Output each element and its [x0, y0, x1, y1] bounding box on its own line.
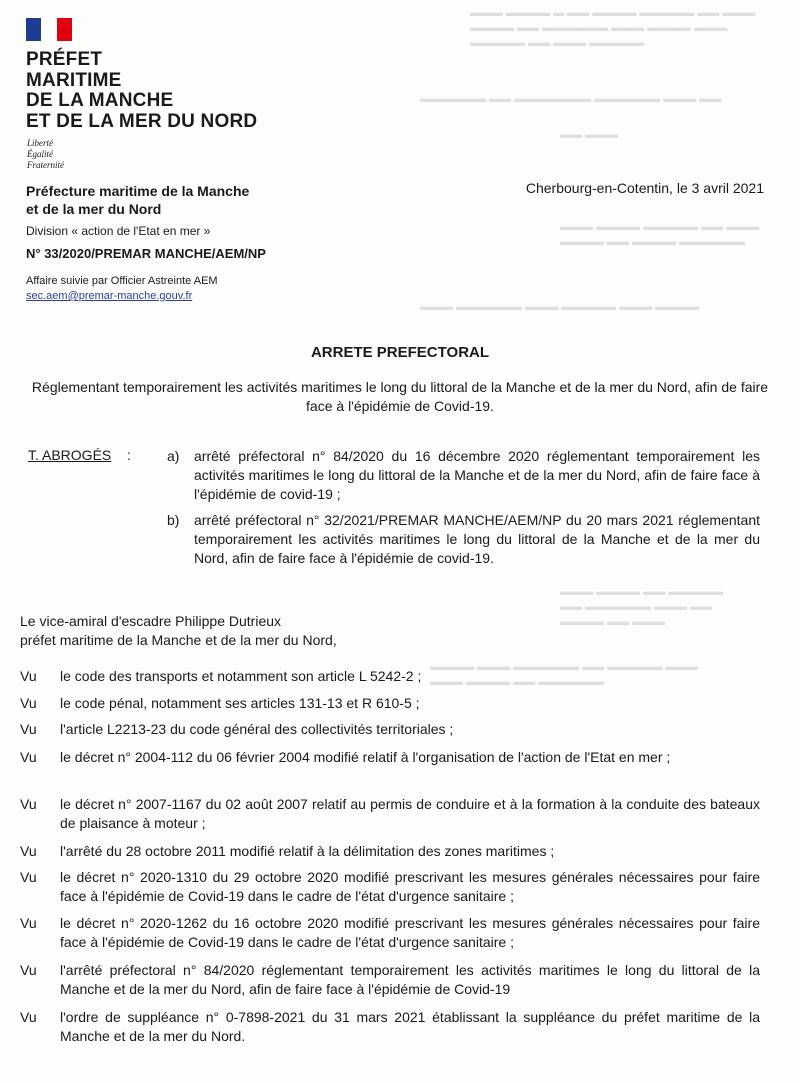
- abroges-item: [167, 447, 760, 504]
- flag-blue-band: [26, 18, 41, 41]
- abroges-colon: :: [127, 447, 131, 463]
- vu-label: Vu: [20, 869, 37, 885]
- document-subtitle: Réglementant temporairement les activités maritimes le long du littoral de la Manche et de la mer du Nord, afin de faire face à l'épidémie de Covid-19.: [31, 379, 769, 414]
- flag-white-band: [41, 18, 56, 41]
- vu-clause: [20, 914, 760, 952]
- vu-label: Vu: [20, 915, 37, 931]
- vu-label: Vu: [20, 695, 37, 711]
- prefecture-name: Préfecture maritime de la Manche et de la mer du Nord: [26, 183, 250, 217]
- signer-block: [20, 612, 337, 650]
- document-title: ARRETE PREFECTORAL: [310, 344, 490, 361]
- vu-text: le code des transports et notamment son article L 5242-2 ;: [60, 668, 422, 684]
- signer-name: Le vice-amiral d'escadre Philippe Dutrieux: [20, 613, 282, 629]
- vu-text: le décret n° 2020-1310 du 29 octobre 2020 modifié prescrivant les mesures générales nécessaires pour faire face à l'épidémie de Covid-19 dans le cadre de l'état d'urgence sanitaire ;: [60, 869, 760, 904]
- followed-by: Affaire suivie par Officier Astreinte AEM: [26, 275, 218, 287]
- vu-clause: [20, 961, 760, 999]
- abroges-item-text: arrêté préfectoral n° 32/2021/PREMAR MANCHE/AEM/NP du 20 mars 2021 réglementant temporairement les activités maritimes le long du littoral de la Manche et de la mer du Nord, afin de faire face à l'épidémie de covid-19.: [194, 512, 760, 566]
- vu-text: le décret n° 2004-112 du 06 février 2004 modifié relatif à l'organisation de l'action de l'Etat en mer ;: [60, 749, 671, 765]
- vu-text: le décret n° 2007-1167 du 02 août 2007 relatif au permis de conduire et à la formation à la conduite des bateaux de plaisance à moteur ;: [60, 796, 760, 831]
- place-and-date: Cherbourg-en-Cotentin, le 3 avril 2021: [525, 180, 764, 196]
- vu-label: Vu: [20, 668, 37, 684]
- vu-text: le décret n° 2020-1262 du 16 octobre 2020 modifié prescrivant les mesures générales nécessaires pour faire face à l'épidémie de Covid-19 dans le cadre de l'état d'urgence sanitaire ;: [60, 915, 760, 950]
- vu-label: Vu: [20, 843, 37, 859]
- issuing-authority-name: PRÉFET MARITIME DE LA MANCHE ET DE LA MER DU NORD: [26, 49, 258, 132]
- vu-clause: [20, 694, 760, 713]
- vu-clause: [20, 748, 760, 767]
- vu-label: Vu: [20, 749, 37, 765]
- abroges-item: [167, 511, 760, 568]
- vu-text: l'arrêté préfectoral n° 84/2020 réglementant temporairement les activités maritimes le long du littoral de la Manche et de la mer du Nord, afin de faire face à l'épidémie de Covid-19: [60, 962, 760, 997]
- vu-clause: [20, 1008, 760, 1046]
- division-name: Division « action de l'Etat en mer »: [26, 224, 211, 238]
- vu-clause: [20, 795, 760, 833]
- vu-clause: [20, 868, 760, 906]
- vu-text: le code pénal, notamment ses articles 131-13 et R 610-5 ;: [60, 695, 420, 711]
- signer-title: préfet maritime de la Manche et de la mer du Nord,: [20, 632, 337, 648]
- republic-motto: Liberté Égalité Fraternité: [27, 138, 64, 170]
- contact-email-link[interactable]: sec.aem@premar-manche.gouv.fr: [26, 290, 193, 302]
- vu-label: Vu: [20, 796, 37, 812]
- vu-text: l'arrêté du 28 octobre 2011 modifié relatif à la délimitation des zones maritimes ;: [60, 843, 555, 859]
- republic-flag-logo: [26, 18, 72, 41]
- abroges-item-letter: b): [167, 512, 180, 528]
- vu-text: l'article L2213-23 du code général des collectivités territoriales ;: [60, 721, 454, 737]
- vu-label: Vu: [20, 962, 37, 978]
- vu-text: l'ordre de suppléance n° 0-7898-2021 du 31 mars 2021 établissant la suppléance du préfet maritime de la Manche et de la mer du Nord.: [60, 1009, 760, 1044]
- abroges-item-text: arrêté préfectoral n° 84/2020 du 16 décembre 2020 réglementant temporairement les activités maritimes le long du littoral de la Manche et de la mer du Nord, afin de faire face à l'épidémie de covid-19 ;: [194, 448, 760, 502]
- abroges-label: T. ABROGÉS: [28, 447, 112, 463]
- vu-label: Vu: [20, 1009, 37, 1025]
- vu-clause: [20, 720, 760, 739]
- vu-clause: [20, 667, 760, 686]
- flag-red-band: [57, 18, 72, 41]
- abroges-item-letter: a): [167, 448, 180, 464]
- reference-number: N° 33/2020/PREMAR MANCHE/AEM/NP: [26, 246, 266, 261]
- vu-clause: [20, 842, 760, 861]
- vu-label: Vu: [20, 721, 37, 737]
